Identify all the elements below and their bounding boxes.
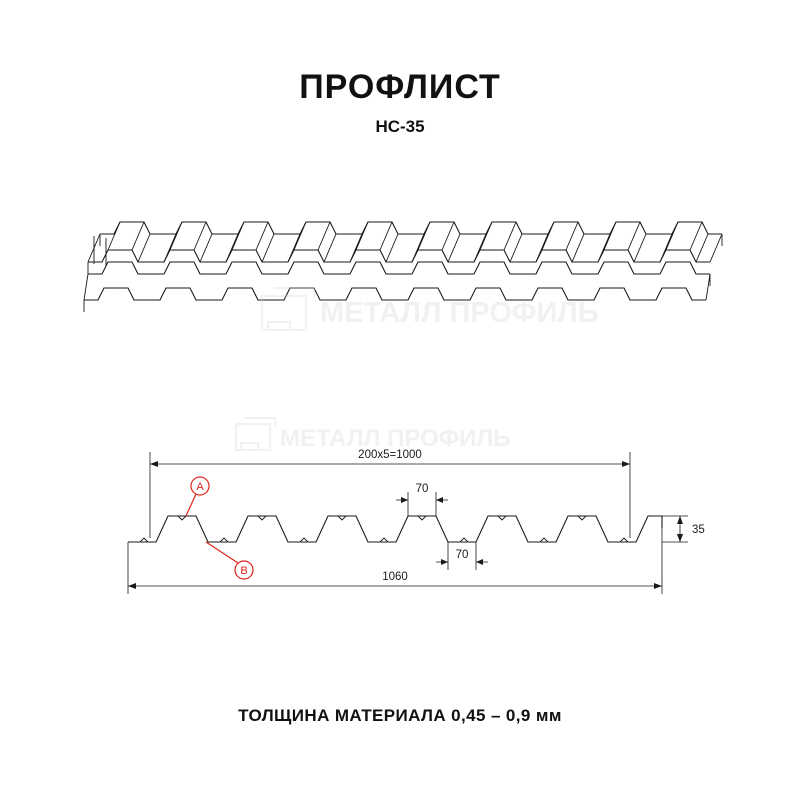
watermark-text-top: МЕТАЛЛ ПРОФИЛЬ bbox=[320, 297, 599, 329]
callout-b bbox=[206, 542, 253, 579]
callout-a bbox=[186, 477, 209, 516]
dim-overall-width: 1060 bbox=[382, 571, 408, 583]
page-title: ПРОФЛИСТ bbox=[299, 68, 501, 106]
callout-b-label: B bbox=[240, 565, 248, 577]
cross-section-drawing bbox=[110, 430, 705, 620]
dim-height: 35 bbox=[692, 524, 705, 536]
model-label: НС-35 bbox=[375, 117, 425, 136]
watermark-text-bottom: МЕТАЛЛ ПРОФИЛЬ bbox=[280, 425, 511, 452]
dim-crest-width: 70 bbox=[415, 483, 429, 495]
dim-valley-width: 70 bbox=[455, 549, 469, 561]
isometric-sheet-drawing bbox=[80, 200, 740, 340]
callout-a-label: A bbox=[196, 481, 204, 493]
dim-pitch-total: 200х5=1000 bbox=[358, 449, 422, 461]
material-thickness-note: ТОЛЩИНА МАТЕРИАЛА 0,45 – 0,9 мм bbox=[238, 706, 562, 725]
